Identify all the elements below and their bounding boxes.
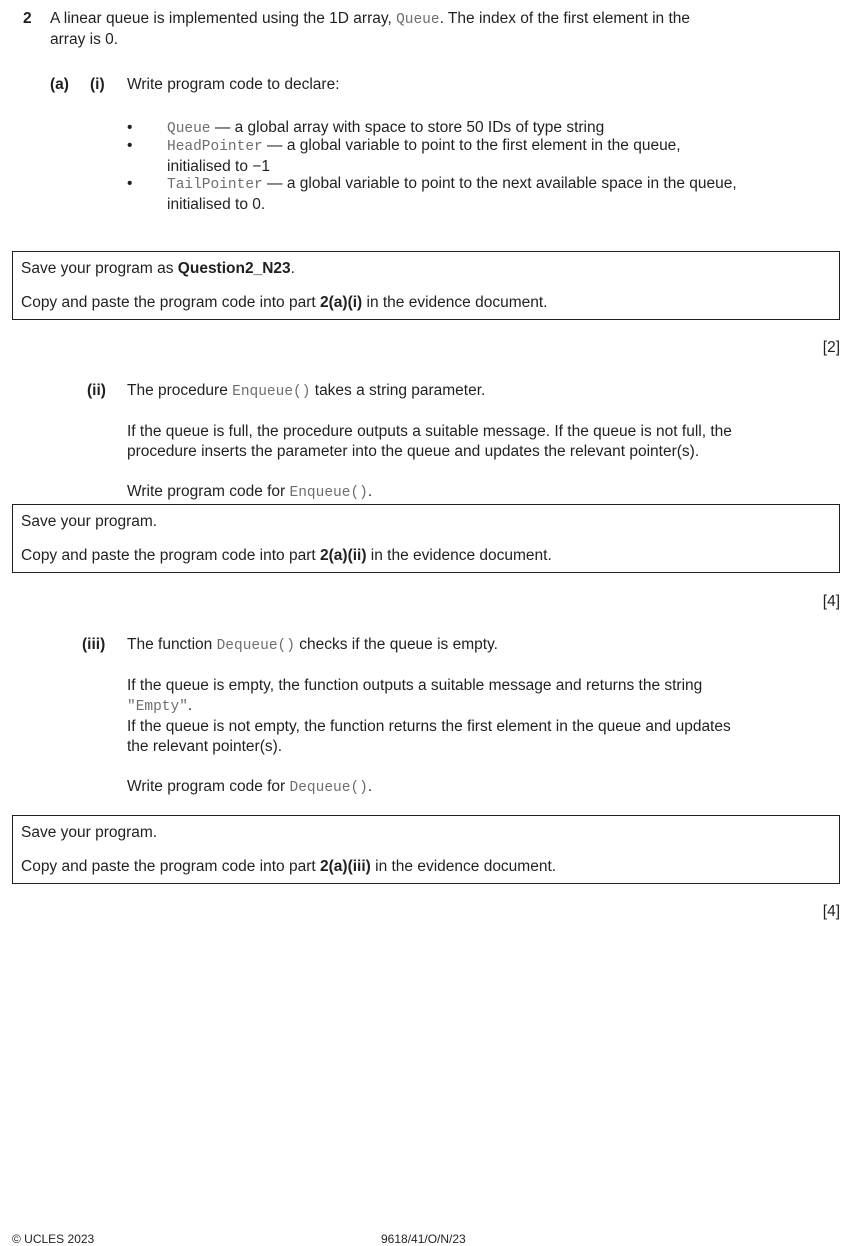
instruction-box-ii: Save your program. Copy and paste the program code into part 2(a)(ii) in the evidence document. [12, 504, 840, 573]
bullet-icon: • [127, 119, 133, 136]
footer-copyright: © UCLES 2023 [12, 1232, 95, 1246]
part-a-ii-label: (ii) [87, 382, 106, 399]
part-a-i-label: (i) [90, 76, 105, 93]
question-number: 2 [23, 10, 32, 27]
bullet-item: • HeadPointer — a global variable to point to the first element in the queue, initialised to −1 [127, 137, 681, 175]
marks-iii: [4] [822, 903, 840, 920]
bullet-item: • Queue — a global array with space to store 50 IDs of type string [127, 119, 605, 137]
bullet-item: • TailPointer — a global variable to point to the next available space in the queue, initialised to 0. [127, 175, 737, 213]
part-a-iii-text: The function Dequeue() checks if the queue is empty. If the queue is empty, the function outputs a suitable message and returns the string "Empty". If the queue is not empty, the function returns the first element in the queue and updates the relevant pointer(s). Write program code for Dequeue(). [127, 636, 731, 796]
question-intro: A linear queue is implemented using the 1D array, Queue. The index of the first element in the array is 0. [50, 10, 691, 48]
part-a-iii-label: (iii) [82, 636, 106, 653]
bullet-icon: • [127, 175, 133, 192]
bullet-icon: • [127, 137, 133, 154]
part-a-ii-text: The procedure Enqueue() takes a string parameter. If the queue is full, the procedure outputs a suitable message. If the queue is not full, the procedure inserts the parameter into the queue and updates the relevant pointer(s). Write program code for Enqueue(). [127, 382, 732, 501]
part-a-i-prompt: Write program code to declare: [127, 76, 340, 93]
instruction-box-i: Save your program as Question2_N23. Copy and paste the program code into part 2(a)(i) in the evidence document. [12, 251, 840, 320]
marks-i: [2] [822, 339, 840, 356]
marks-ii: [4] [822, 593, 840, 610]
instruction-box-iii: Save your program. Copy and paste the program code into part 2(a)(iii) in the evidence document. [12, 815, 840, 884]
part-a-label: (a) [50, 76, 69, 93]
footer-paper-code: 9618/41/O/N/23 [381, 1232, 466, 1246]
